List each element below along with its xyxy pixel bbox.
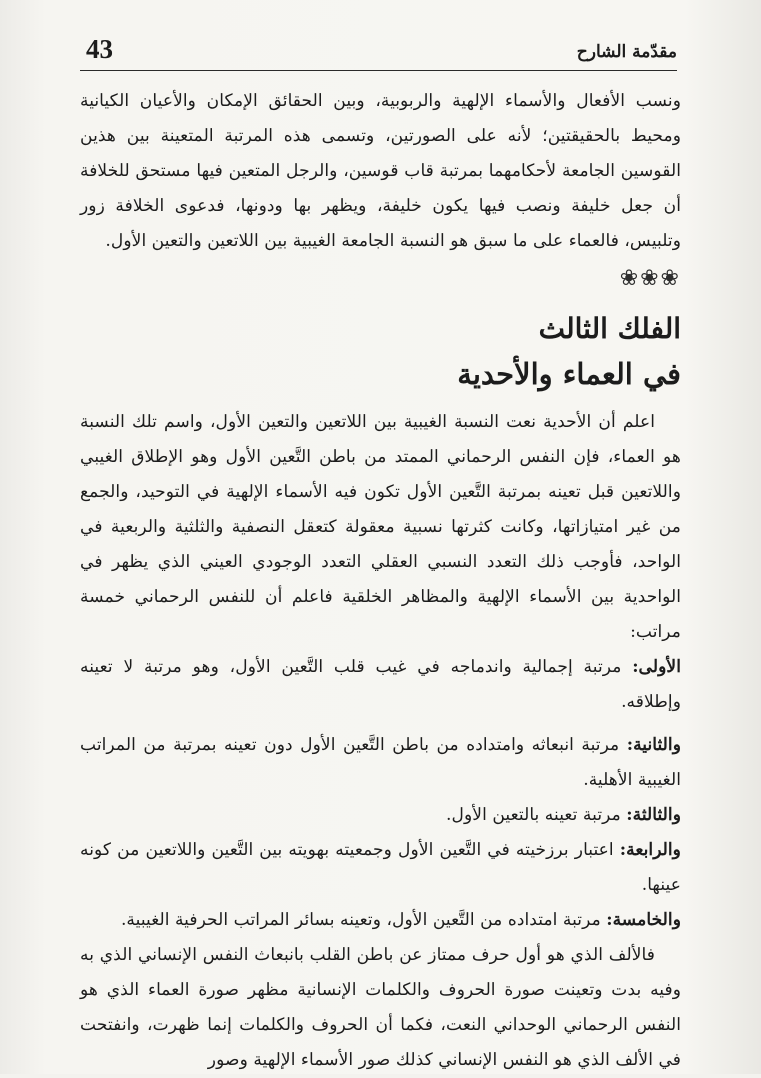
- chapter-subtitle: في العماء والأحدية: [457, 357, 681, 391]
- body-text: [80, 84, 681, 1078]
- rank-label: والرابعة:: [619, 840, 681, 860]
- spacer: [80, 720, 681, 728]
- rank-text: مرتبة انبعاثه وامتداده من باطن التَّعين الأول دون تعينه بمرتبة من المراتب الغيبية الأهلية.: [80, 735, 681, 790]
- chapter-title: الفلك الثالث: [538, 312, 681, 345]
- page-number: 43: [86, 34, 113, 64]
- rank-second: [80, 728, 681, 798]
- rank-first: [80, 650, 681, 720]
- paragraph-alif: فالألف الذي هو أول حرف ممتاز عن باطن القلب بانبعاث النفس الإنساني الذي به وفيه بدت وتعينت صورة الحروف والكلمات الإنسانية مظهر صورة العماء الذي هو النفس الرحماني الوحداني النعت، فكما أن الحروف والكلمات إنما ظهرت، وانفتحت في الألف الذي هو النفس الإنساني كذلك صور الأسماء الإلهية وصور: [80, 945, 681, 1070]
- running-head: مقدّمة الشارح: [576, 42, 677, 62]
- page-header: [80, 30, 677, 71]
- ornament-divider: ❀❀❀: [619, 266, 681, 291]
- rank-label: والثانية:: [626, 735, 681, 755]
- rank-text: مرتبة تعينه بالتعين الأول.: [446, 805, 627, 825]
- rank-label: والخامسة:: [606, 910, 681, 930]
- rank-text: مرتبة إجمالية واندماجه في غيب قلب التَّعين الأول، وهو مرتبة لا تعينه وإطلاقه.: [80, 657, 681, 712]
- rank-label: الأولى:: [632, 657, 681, 677]
- rank-fourth: [80, 833, 681, 903]
- rank-text: مرتبة امتداده من التَّعين الأول، وتعينه بسائر المراتب الحرفية الغيبية.: [120, 910, 607, 930]
- rank-third: [80, 798, 681, 833]
- rank-fifth: [80, 903, 681, 938]
- paragraph-ahadiyya: اعلم أن الأحدية نعت النسبة الغيبية بين اللاتعين والتعين الأول، واسم تلك النسبة هو العماء، فإن النفس الرحماني الممتد من باطن التَّعين الأول وهو الإطلاق الغيبي واللاتعين قبل تعينه بمرتبة التَّعين الأول تكون فيه الأسماء الإلهية في التوحيد، والجمع من غير امتيازاتها، وكانت كثرتها نسبية معقولة كتعقل النصفية والثلثية والربعية في الواحد، فأوجب ذلك التعدد النسبي العقلي التعدد الوجودي العيني الذي يظهر في الواحدية بين الأسماء الإلهية والمظاهر الخلقية فاعلم أن للنفس الرحماني خمسة مراتب:: [80, 412, 681, 642]
- rank-text: اعتبار برزخيته في التَّعين الأول وجمعيته بهويته بين التَّعين واللاتعين من كونه عينها.: [80, 840, 681, 895]
- intro-paragraph: ونسب الأفعال والأسماء الإلهية والربوبية، وبين الحقائق الإمكان والأعيان الكيانية ومحيط بالحقيقتين؛ لأنه على الصورتين، وتسمى هذه المرتبة المتعينة بين هذين القوسين الجامعة لأحكامهما بمرتبة قاب قوسين، والرجل المتعين فيها مستحق للخلافة أن جعل خليفة ونصب فيها يكون خليفة، ويظهر بها ودونها، فدعوى الخلافة زور وتلبيس، فالعماء على ما سبق هو النسبة الجامعة الغيبية بين اللاتعين والتعين الأول.: [80, 91, 681, 251]
- rank-label: والثالثة:: [626, 805, 681, 825]
